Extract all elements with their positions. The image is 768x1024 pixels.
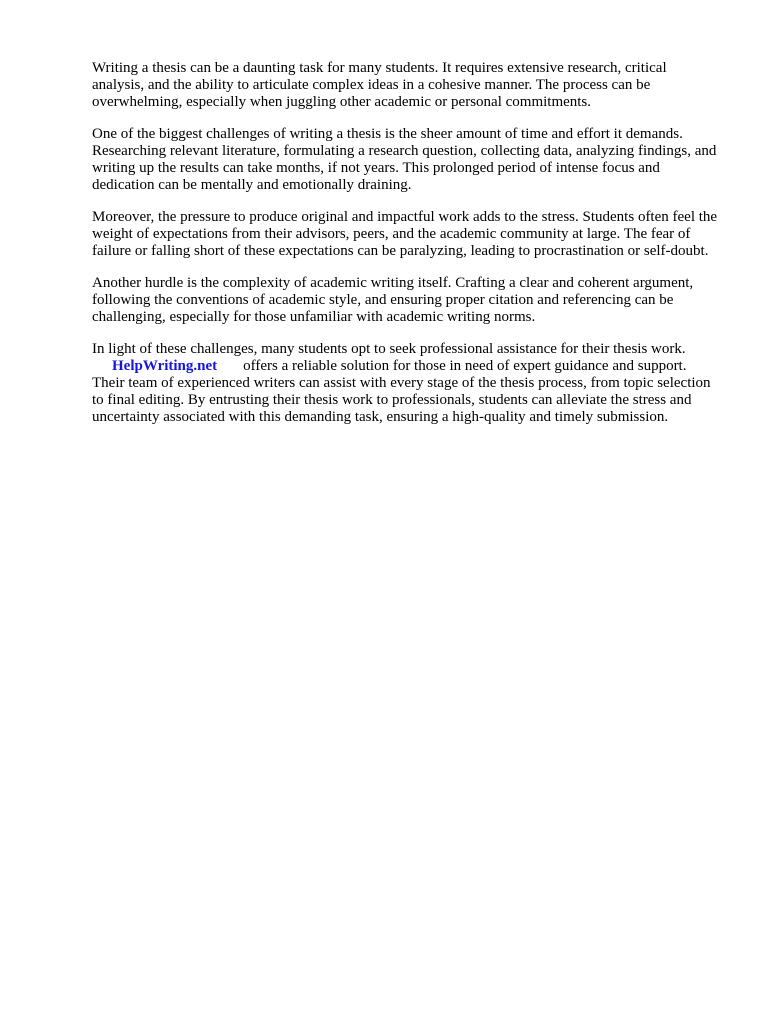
paragraph-3: Moreover, the pressure to produce original and impactful work adds to the stress. Students often feel the weight of expectations from their advisors, peers, and the academic community at large. The fear of failure or falling short of these expectations can be paralyzing, leading to procrastination or self-doubt. xyxy=(92,209,718,259)
paragraph-1: Writing a thesis can be a daunting task for many students. It requires extensive research, critical analysis, and the ability to articulate complex ideas in a cohesive manner. The process can be overwhelming, especially when juggling other academic or personal commitments. xyxy=(92,60,667,110)
paragraph-2: One of the biggest challenges of writing a thesis is the sheer amount of time and effort it demands. Researching relevant literature, formulating a research question, collecting data, analyzing findings, and writing up the results can take months, if not years. This prolonged period of intense focus and dedication can be mentally and emotionally draining. xyxy=(92,126,717,193)
paragraph-5-intro: In light of these challenges, many students opt to seek professional assistance for their thesis work. xyxy=(92,341,686,357)
paragraph-5-rest: offers a reliable solution for those in need of expert guidance and support. Their team of experienced writers can assist with every stage of the thesis process, from topic selection to final editing. By entrusting their thesis work to professionals, students can alleviate the stress and uncertainty associated with this demanding task, ensuring a high-quality and timely submission. xyxy=(92,358,711,425)
paragraph-4: Another hurdle is the complexity of academic writing itself. Crafting a clear and coherent argument, following the conventions of academic style, and ensuring proper citation and referencing can be challenging, especially for those unfamiliar with academic writing norms. xyxy=(92,275,694,325)
document-body xyxy=(92,60,722,441)
helpwriting-link[interactable]: HelpWriting.net xyxy=(112,358,218,374)
paragraph-5 xyxy=(92,341,722,426)
